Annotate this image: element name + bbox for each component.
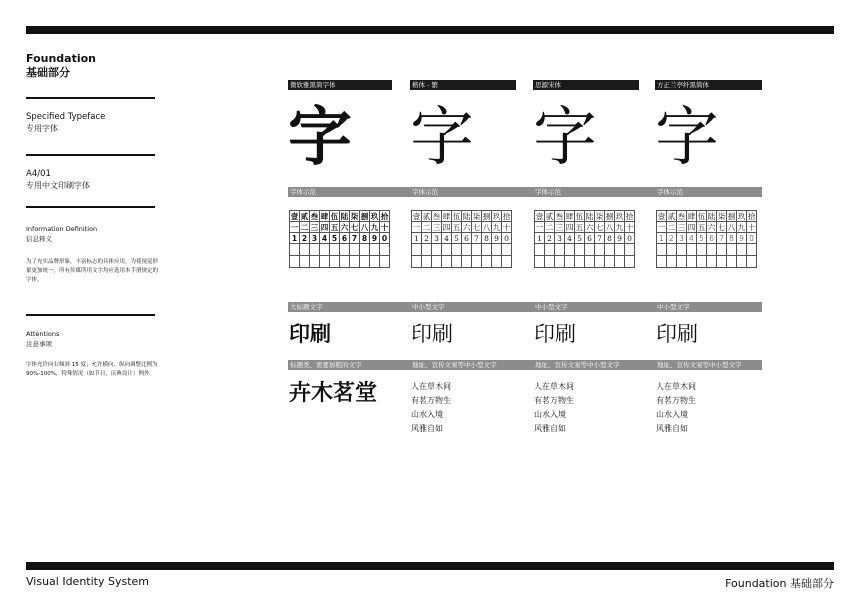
phrase: 人在草木间 [656,382,696,391]
sample-cell: 4 [320,233,330,244]
sample-cell: 六 [340,223,349,232]
sample-cell: 十 [502,223,511,232]
sample-cell: 贰 [422,212,431,221]
sample-cell: 六 [707,223,716,232]
sample-cell: 0 [380,233,390,244]
use-label: 标题类、需要加粗的文字 [290,361,362,369]
sample-cell: 9 [737,233,747,244]
font-specimen-char: 字 [655,101,719,175]
sample-cell: 八 [727,223,736,232]
size-label: 大标题文字 [290,303,323,311]
sample-row-empty [535,244,635,256]
sample-cell: 7 [350,233,360,244]
size-bar [288,302,762,312]
sample-bar [288,187,762,197]
sample-row [290,211,390,222]
sample-cell-empty [462,244,472,256]
sample-grid-1 [411,210,512,268]
sample-cell: 九 [737,223,746,232]
font-name: 楷体 - 繁 [410,80,516,90]
sample-cell: 十 [625,223,634,232]
sample-label: 字体示范 [290,188,316,196]
sample-cell: 二 [300,223,309,232]
sample-cell: 一 [535,223,544,232]
sample-cell-empty [585,244,595,256]
sample-cell: 贰 [545,212,554,221]
sample-row [535,233,635,244]
sample-cell: 四 [442,223,451,232]
sample-cell: 捌 [482,212,491,221]
sample-cell-empty [472,256,482,268]
sample-cell-empty [482,244,492,256]
sample-cell: 4 [565,233,575,244]
sample-cell: 四 [687,223,696,232]
phrase: 人在草木间 [411,382,451,391]
sample-cell-empty [412,244,422,256]
sample-cell: 九 [615,223,624,232]
sample-cell-empty [432,256,442,268]
sample-cell-empty [380,244,390,256]
sample-cell: 玖 [492,212,501,221]
attn-en: Attentions [26,330,60,338]
sample-cell-empty [472,244,482,256]
sample-cell-empty [422,256,432,268]
sample-cell: 5 [575,233,585,244]
sample-cell-empty [667,244,677,256]
size-label: 中小型文字 [412,303,445,311]
phrase: 有茗万物生 [411,396,451,405]
sample-cell-empty [502,244,512,256]
sample-cell: 壹 [535,212,544,221]
sample-cell-empty [310,244,320,256]
phrase: 风雅自如 [656,424,688,433]
sample-cell: 3 [555,233,565,244]
sample-cell: 一 [290,223,299,232]
sample-cell: 叁 [310,212,319,221]
sample-cell: 7 [595,233,605,244]
sample-cell: 7 [717,233,727,244]
sample-cell: 五 [452,223,461,232]
sample-cell-empty [605,256,615,268]
sample-label: 字体示范 [412,188,438,196]
headline-phrase: 卉木茗堂 [289,381,378,406]
sample-cell-empty [482,256,492,268]
attn-text: 字体允许向右倾斜 15 度；允许横向、纵向调整比例为 90%-100%，特殊情况（如节日，庆典设计）例外。 [26,362,158,377]
sample-cell: 一 [412,223,421,232]
sample-cell: 二 [422,223,431,232]
footer-bar [26,562,834,570]
sample-cell: 3 [677,233,687,244]
sample-row-empty [657,244,757,256]
sample-cell: 肆 [565,212,574,221]
sample-cell: 八 [360,223,369,232]
sample-cell: 4 [687,233,697,244]
phrase: 风雅自如 [411,424,443,433]
sample-cell: 1 [412,233,422,244]
sample-cell: 1 [535,233,545,244]
sample-cell: 叁 [555,212,564,221]
sample-cell: 3 [432,233,442,244]
font-specimen-char: 字 [533,101,597,175]
font-column-0 [288,80,392,175]
sample-cell: 拾 [380,212,389,221]
sample-cell-empty [565,244,575,256]
sample-cell-empty [737,256,747,268]
sample-cell-empty [300,244,310,256]
sample-cell-empty [422,244,432,256]
print-sample: 印刷 [411,322,453,346]
sample-cell: 五 [330,223,339,232]
sample-cell: 玖 [737,212,746,221]
sample-cell-empty [615,256,625,268]
sample-grid-2 [534,210,635,268]
sample-cell-empty [340,256,350,268]
sample-cell-empty [657,244,667,256]
sample-cell-empty [492,244,502,256]
sample-cell-empty [370,256,380,268]
size-label: 中小型文字 [535,303,568,311]
title-en: Foundation [26,52,97,65]
sample-cell: 九 [492,223,501,232]
sample-cell-empty [442,256,452,268]
sample-cell: 六 [462,223,471,232]
sidebar-title [26,52,96,80]
sample-cell-empty [727,256,737,268]
sample-cell: 八 [605,223,614,232]
sample-row [412,211,512,222]
sample-cell-empty [697,244,707,256]
use-label: 地址、宣传文案等中小型文字 [535,361,620,369]
sample-cell: 2 [667,233,677,244]
sample-cell: 陆 [340,212,349,221]
sample-cell: 0 [502,233,512,244]
sample-cell: 五 [575,223,584,232]
sample-cell: 七 [350,223,359,232]
sample-cell: 玖 [370,212,379,221]
sample-cell-empty [370,244,380,256]
sample-cell: 玖 [615,212,624,221]
sample-cell: 一 [657,223,666,232]
sample-cell: 拾 [625,212,634,221]
sample-cell: 三 [310,223,319,232]
sample-cell-empty [360,244,370,256]
sample-grid-0 [289,210,390,268]
code-section [26,168,90,192]
sample-row-empty [657,256,757,268]
sample-row [412,222,512,233]
sample-cell-empty [380,256,390,268]
print-sample: 印刷 [534,322,576,346]
sample-cell: 十 [747,223,756,232]
sample-cell: 三 [555,223,564,232]
print-sample: 印刷 [289,322,331,346]
divider [26,206,155,208]
sample-cell-empty [707,256,717,268]
sample-row [412,233,512,244]
code-desc: 专用中文印刷字体 [26,181,90,190]
sample-cell: 三 [432,223,441,232]
sample-cell-empty [717,256,727,268]
sample-cell: 6 [585,233,595,244]
sample-grid-3 [656,210,757,268]
sample-cell: 捌 [605,212,614,221]
sample-cell-empty [290,256,300,268]
sample-cell-empty [545,244,555,256]
sample-row [657,222,757,233]
sample-cell: 伍 [697,212,706,221]
sample-cell: 七 [472,223,481,232]
font-name: 思源宋体 [533,80,639,90]
sample-cell: 6 [707,233,717,244]
sample-cell-empty [737,244,747,256]
sample-cell: 0 [625,233,635,244]
sample-cell-empty [657,256,667,268]
sample-row [535,222,635,233]
sample-cell: 0 [747,233,757,244]
sample-cell-empty [555,244,565,256]
typeface-en: Specified Typeface [26,112,106,122]
divider [26,97,155,99]
sample-cell-empty [687,244,697,256]
print-sample: 印刷 [656,322,698,346]
sample-cell-empty [727,244,737,256]
sample-cell: 十 [380,223,389,232]
sample-cell-empty [360,256,370,268]
sample-cell-empty [605,244,615,256]
sample-cell: 二 [667,223,676,232]
sample-label: 字体示范 [535,188,561,196]
sample-cell: 壹 [290,212,299,221]
sample-cell: 壹 [657,212,666,221]
sample-row [290,222,390,233]
sample-cell: 捌 [727,212,736,221]
sample-cell-empty [555,256,565,268]
sample-cell-empty [320,244,330,256]
sample-cell: 肆 [320,212,329,221]
size-label: 中小型文字 [657,303,690,311]
sample-cell: 肆 [687,212,696,221]
sample-cell-empty [310,256,320,268]
sample-cell-empty [320,256,330,268]
phrase: 人在草木间 [534,382,574,391]
sample-row-empty [290,244,390,256]
sample-cell: 七 [595,223,604,232]
sample-row [290,233,390,244]
sample-cell-empty [300,256,310,268]
sample-cell: 拾 [502,212,511,221]
sample-cell: 肆 [442,212,451,221]
sample-row [657,211,757,222]
info-en: Information Definition [26,225,98,233]
sample-cell: 6 [462,233,472,244]
sample-cell-empty [625,256,635,268]
sample-cell-empty [687,256,697,268]
info-text: 为了充实品牌形象，丰富标志的具体应用，为使视觉形象更加统一，所有传媒所用文字均应选用本手册规定的字体。 [26,259,159,283]
sample-cell-empty [502,256,512,268]
sample-cell-empty [677,256,687,268]
sample-cell-empty [442,244,452,256]
sample-cell-empty [412,256,422,268]
sample-row-empty [290,256,390,268]
sample-cell: 柒 [350,212,359,221]
sample-cell-empty [697,256,707,268]
phrase: 山水入境 [656,410,688,419]
sample-cell: 2 [545,233,555,244]
sample-cell: 陆 [585,212,594,221]
sample-cell: 陆 [462,212,471,221]
phrase: 山水入境 [411,410,443,419]
sample-cell-empty [432,244,442,256]
sample-cell-empty [595,256,605,268]
sample-cell-empty [340,244,350,256]
sample-cell: 贰 [667,212,676,221]
sample-cell: 9 [492,233,502,244]
attentions-section [26,329,158,379]
sample-cell-empty [462,256,472,268]
sample-cell: 叁 [677,212,686,221]
sample-row [657,233,757,244]
info-section [26,224,158,285]
font-specimen-char: 字 [410,101,474,175]
sample-cell-empty [290,244,300,256]
font-name: 微软雅黑简字体 [288,80,392,90]
sample-cell: 8 [605,233,615,244]
footer-right: Foundation 基础部分 [725,577,834,590]
sample-cell: 八 [482,223,491,232]
phrase: 有茗万物生 [534,396,574,405]
sample-cell-empty [350,244,360,256]
sample-cell: 壹 [412,212,421,221]
font-name: 方正兰亭纤黑简体 [655,80,762,90]
sample-cell: 5 [330,233,340,244]
sample-cell: 四 [565,223,574,232]
typeface-cn: 专用字体 [26,124,58,133]
sample-cell-empty [717,244,727,256]
sample-cell-empty [707,244,717,256]
code: A4/01 [26,169,51,179]
font-column-3 [655,80,762,175]
sample-cell-empty [330,244,340,256]
sample-cell-empty [667,256,677,268]
sample-cell: 2 [422,233,432,244]
sample-row [535,211,635,222]
title-cn: 基础部分 [26,66,70,79]
font-specimen-char: 字 [288,101,352,175]
sample-cell: 伍 [575,212,584,221]
header-bar [26,26,834,34]
attn-cn: 注意事项 [26,340,52,348]
sample-cell: 叁 [432,212,441,221]
sample-cell-empty [545,256,555,268]
sample-cell-empty [565,256,575,268]
sample-cell: 3 [310,233,320,244]
divider [26,154,155,156]
sample-cell-empty [585,256,595,268]
use-label: 地址、宣传文案等中小型文字 [657,361,742,369]
use-label: 地址、宣传文案等中小型文字 [412,361,497,369]
sample-cell: 7 [472,233,482,244]
sample-cell: 柒 [595,212,604,221]
phrase: 风雅自如 [534,424,566,433]
sample-cell: 九 [370,223,379,232]
sample-cell: 贰 [300,212,309,221]
phrase-list-1 [411,380,451,436]
font-column-2 [533,80,639,175]
sample-cell-empty [452,256,462,268]
sample-cell: 三 [677,223,686,232]
sample-cell: 4 [442,233,452,244]
sample-cell: 伍 [452,212,461,221]
sample-cell: 5 [697,233,707,244]
sample-cell-empty [452,244,462,256]
sample-label: 字体示范 [657,188,683,196]
phrase-list-3 [656,380,696,436]
phrase: 山水入境 [534,410,566,419]
sample-cell-empty [615,244,625,256]
sample-cell-empty [575,256,585,268]
footer-left: Visual Identity System [26,575,150,588]
sample-cell-empty [677,244,687,256]
sample-cell: 8 [727,233,737,244]
sample-cell: 伍 [330,212,339,221]
phrase: 有茗万物生 [656,396,696,405]
font-column-1 [410,80,516,175]
sample-cell-empty [747,244,757,256]
sample-cell: 1 [657,233,667,244]
typeface-section [26,111,105,135]
sample-cell-empty [535,256,545,268]
sample-cell-empty [330,256,340,268]
sample-cell: 9 [615,233,625,244]
sample-cell: 8 [360,233,370,244]
sample-cell: 1 [290,233,300,244]
sample-cell: 捌 [360,212,369,221]
sample-cell-empty [535,244,545,256]
sample-cell-empty [595,244,605,256]
sample-cell-empty [350,256,360,268]
sample-cell: 四 [320,223,329,232]
sample-row-empty [412,244,512,256]
sample-cell: 陆 [707,212,716,221]
sample-cell-empty [492,256,502,268]
sample-cell: 六 [585,223,594,232]
sample-cell: 6 [340,233,350,244]
phrase-list-2 [534,380,574,436]
sample-cell: 柒 [717,212,726,221]
sample-cell: 拾 [747,212,756,221]
sample-cell: 五 [697,223,706,232]
sample-cell-empty [625,244,635,256]
sample-cell: 5 [452,233,462,244]
info-cn: 信息释义 [26,235,52,243]
sample-cell-empty [747,256,757,268]
sample-row-empty [412,256,512,268]
sample-cell: 9 [370,233,380,244]
sample-cell: 柒 [472,212,481,221]
divider [26,314,155,316]
sample-cell: 七 [717,223,726,232]
sample-row-empty [535,256,635,268]
sample-cell: 二 [545,223,554,232]
sample-cell: 2 [300,233,310,244]
sample-cell-empty [575,244,585,256]
sample-cell: 8 [482,233,492,244]
